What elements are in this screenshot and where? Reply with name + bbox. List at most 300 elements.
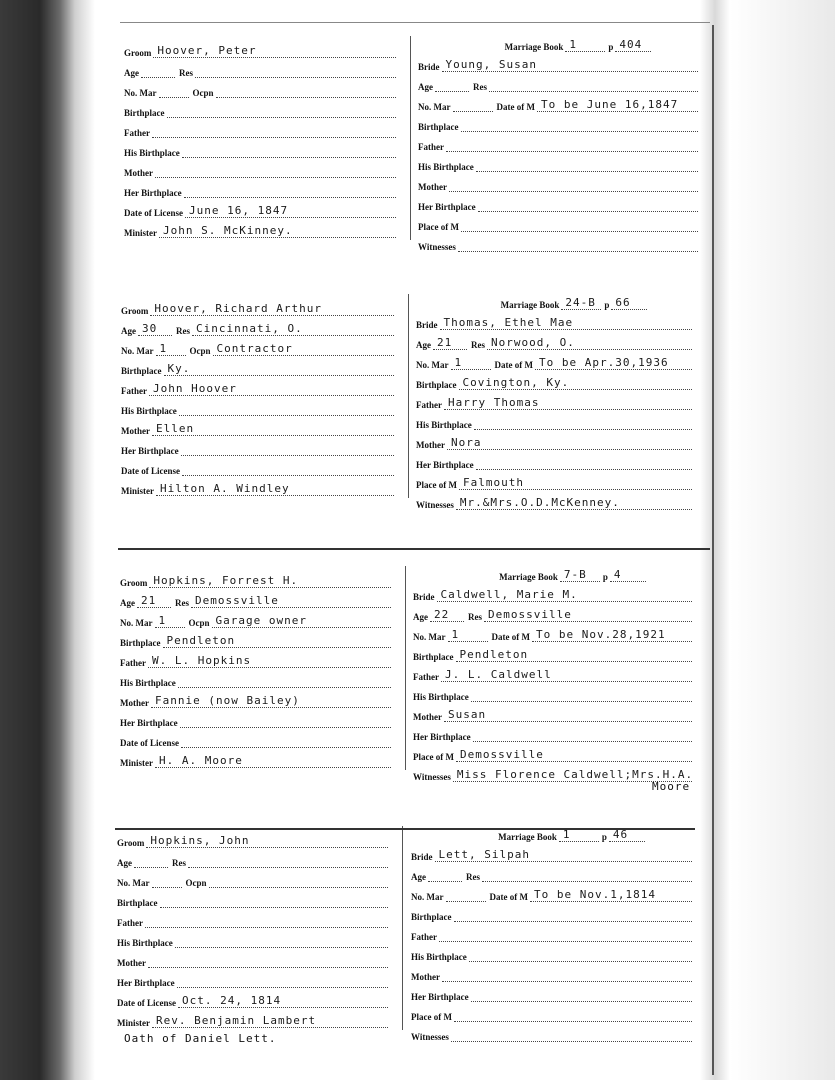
bride-no-mar-field — [446, 890, 486, 902]
groom-birthplace-field — [160, 896, 389, 908]
minister-value: Rev. Benjamin Lambert — [156, 1014, 317, 1027]
date-of-license-field — [178, 996, 388, 1008]
groom-father-row — [120, 652, 391, 668]
groom-no-mar-label: No. Mar — [117, 878, 150, 888]
bride-age-value: 22 — [434, 608, 450, 621]
groom-mother-label: Mother — [120, 698, 149, 708]
bride-no-mar-label: No. Mar — [413, 632, 446, 642]
minister-label: Minister — [117, 1018, 150, 1028]
record-card — [0, 568, 835, 793]
bride-row — [411, 846, 692, 862]
groom-ocpn-field — [213, 344, 394, 356]
groom-res-field — [188, 856, 388, 868]
groom-birthplace-value: Ky. — [167, 362, 191, 375]
groom-label: Groom — [124, 48, 152, 58]
marriage-book-value: 24-B — [565, 296, 596, 309]
marriage-book-label: Marriage Book — [498, 832, 557, 842]
groom-mother-value: Ellen — [156, 422, 195, 435]
groom-her-birthplace-label: Her Birthplace — [124, 188, 182, 198]
groom-his-birthplace-field — [175, 936, 388, 948]
bride-mother-row — [418, 176, 698, 192]
place-of-m-label: Place of M — [416, 480, 457, 490]
date-of-m-field — [535, 358, 692, 370]
groom-age-row — [120, 592, 391, 608]
bride-her-birthplace-field — [473, 730, 692, 742]
witnesses-value: Miss Florence Caldwell;Mrs.H.A. — [456, 768, 694, 781]
bride-mother-field — [449, 180, 698, 192]
marriage-book-value: 7-B — [563, 568, 587, 581]
groom-mother-row — [120, 692, 391, 708]
minister-row — [121, 480, 394, 496]
place-of-m-field — [456, 750, 692, 762]
page-value: 46 — [612, 828, 629, 841]
bride-her-birthplace-row — [416, 454, 692, 470]
groom-value: Hopkins, Forrest H. — [153, 574, 299, 587]
groom-no-mar-field — [156, 344, 186, 356]
groom-res-label: Res — [179, 68, 193, 78]
record-card — [0, 296, 835, 520]
witnesses-label: Witnesses — [411, 1032, 449, 1042]
witnesses-label: Witnesses — [416, 500, 454, 510]
place-of-m-row — [418, 216, 698, 232]
bride-birthplace-field — [459, 378, 693, 390]
bride-field — [440, 318, 693, 330]
groom-age-row — [124, 62, 396, 78]
groom-no-mar-row — [120, 612, 391, 628]
bride-birthplace-row — [416, 374, 692, 390]
marriage-book-value: 1 — [569, 38, 577, 51]
witnesses-value: Mr.&Mrs.O.D.McKenney. — [459, 496, 620, 509]
bride-father-field — [439, 930, 692, 942]
marriage-book-field — [561, 298, 601, 310]
bride-age-label: Age — [416, 340, 431, 350]
bride-no-mar-row — [411, 886, 692, 902]
groom-his-birthplace-field — [178, 676, 391, 688]
groom-father-label: Father — [117, 918, 143, 928]
groom-no-mar-label: No. Mar — [120, 618, 153, 628]
groom-father-label: Father — [120, 658, 146, 668]
bride-no-mar-label: No. Mar — [416, 360, 449, 370]
bride-birthplace-field — [461, 120, 699, 132]
bride-label: Bride — [413, 592, 435, 602]
bride-mother-label: Mother — [418, 182, 447, 192]
place-of-m-field — [459, 478, 692, 490]
bride-age-field — [430, 610, 464, 622]
bride-no-mar-field — [448, 630, 488, 642]
bride-his-birthplace-row — [416, 414, 692, 430]
date-of-license-field — [181, 736, 391, 748]
date-of-license-value: June 16, 1847 — [188, 204, 289, 217]
groom-age-field — [134, 856, 168, 868]
groom-her-birthplace-label: Her Birthplace — [120, 718, 178, 728]
groom-mother-label: Mother — [121, 426, 150, 436]
date-of-license-label: Date of License — [117, 998, 176, 1008]
bride-his-birthplace-label: His Birthplace — [418, 162, 474, 172]
bride-label: Bride — [411, 852, 433, 862]
groom-ocpn-value: Garage owner — [215, 614, 307, 627]
top-border — [120, 22, 710, 23]
place-of-m-label: Place of M — [413, 752, 454, 762]
groom-no-mar-row — [124, 82, 396, 98]
groom-field — [150, 304, 394, 316]
bride-value: Young, Susan — [445, 58, 537, 71]
date-of-license-row — [121, 460, 394, 476]
column-divider — [410, 36, 411, 240]
place-of-m-row — [413, 746, 692, 762]
marriage-book-field — [559, 830, 599, 842]
bride-age-row — [416, 334, 692, 350]
groom-mother-value: Fannie (now Bailey) — [155, 694, 300, 707]
date-of-m-label: Date of M — [496, 102, 535, 112]
bride-father-label: Father — [413, 672, 439, 682]
groom-label: Groom — [117, 838, 145, 848]
minister-label: Minister — [120, 758, 153, 768]
groom-age-label: Age — [117, 858, 132, 868]
groom-birthplace-label: Birthplace — [120, 638, 161, 648]
bride-field — [435, 850, 693, 862]
minister-label: Minister — [124, 228, 157, 238]
date-of-license-row — [117, 992, 388, 1008]
witnesses-continued: Moore — [652, 780, 691, 793]
groom-father-field — [148, 656, 391, 668]
date-of-m-label: Date of M — [491, 632, 530, 642]
witnesses-label: Witnesses — [418, 242, 456, 252]
groom-age-field — [138, 324, 172, 336]
groom-res-field — [191, 596, 391, 608]
groom-his-birthplace-label: His Birthplace — [124, 148, 180, 158]
groom-no-mar-value: 1 — [158, 614, 167, 627]
bride-label: Bride — [418, 62, 440, 72]
bride-her-birthplace-label: Her Birthplace — [416, 460, 474, 470]
bride-label: Bride — [416, 320, 438, 330]
record-card — [0, 38, 835, 262]
bride-no-mar-value: 1 — [454, 356, 463, 369]
bride-mother-row — [416, 434, 692, 450]
minister-field — [159, 226, 396, 238]
groom-his-birthplace-field — [179, 404, 394, 416]
date-of-license-row — [120, 732, 391, 748]
date-of-m-field — [530, 890, 692, 902]
page-value: 404 — [619, 38, 643, 51]
place-of-m-field — [454, 1010, 692, 1022]
bride-no-mar-label: No. Mar — [418, 102, 451, 112]
groom-father-field — [152, 126, 396, 138]
date-of-m-value: To be June 16,1847 — [540, 98, 679, 111]
groom-birthplace-value: Pendleton — [166, 634, 236, 647]
page-value: 4 — [613, 568, 622, 581]
groom-birthplace-label: Birthplace — [124, 108, 165, 118]
bride-father-value: Harry Thomas — [448, 396, 540, 409]
minister-row — [120, 752, 391, 768]
page-field — [611, 298, 647, 310]
date-of-license-label: Date of License — [121, 466, 180, 476]
bride-her-birthplace-field — [476, 458, 692, 470]
bride-age-field — [433, 338, 467, 350]
place-of-m-row — [411, 1006, 692, 1022]
bride-age-label: Age — [411, 872, 426, 882]
bride-age-label: Age — [418, 82, 433, 92]
groom-no-mar-field — [152, 876, 182, 888]
groom-row — [124, 42, 396, 58]
groom-ocpn-field — [212, 616, 391, 628]
groom-father-row — [117, 912, 388, 928]
groom-birthplace-label: Birthplace — [121, 366, 162, 376]
minister-field — [152, 1016, 388, 1028]
bride-res-label: Res — [468, 612, 482, 622]
groom-father-value: W. L. Hopkins — [152, 654, 252, 667]
minister-row — [124, 222, 396, 238]
witnesses-row — [411, 1026, 692, 1042]
bride-her-birthplace-label: Her Birthplace — [411, 992, 469, 1002]
groom-father-row — [121, 380, 394, 396]
marriage-book-field — [560, 570, 600, 582]
groom-mother-label: Mother — [117, 958, 146, 968]
groom-age-label: Age — [121, 326, 136, 336]
bride-birthplace-row — [411, 906, 692, 922]
groom-mother-row — [124, 162, 396, 178]
marriage-book-field — [565, 40, 605, 52]
minister-row — [117, 1012, 388, 1028]
bride-no-mar-value: 1 — [451, 628, 460, 641]
record-separator — [118, 548, 710, 550]
date-of-license-value: Oct. 24, 1814 — [181, 994, 282, 1007]
groom-birthplace-row — [124, 102, 396, 118]
groom-no-mar-label: No. Mar — [124, 88, 157, 98]
groom-label: Groom — [121, 306, 149, 316]
bride-his-birthplace-label: His Birthplace — [411, 952, 467, 962]
bride-father-row — [413, 666, 692, 682]
groom-no-mar-value: 1 — [159, 342, 168, 355]
groom-field — [146, 836, 388, 848]
column-divider — [402, 826, 403, 1030]
bride-her-birthplace-row — [413, 726, 692, 742]
bride-age-label: Age — [413, 612, 428, 622]
groom-his-birthplace-row — [117, 932, 388, 948]
groom-age-field — [141, 66, 175, 78]
place-of-m-field — [461, 220, 698, 232]
groom-father-value: John Hoover — [153, 382, 237, 395]
bride-birthplace-row — [413, 646, 692, 662]
groom-birthplace-field — [163, 636, 392, 648]
bride-field — [437, 590, 693, 602]
date-of-license-label: Date of License — [120, 738, 179, 748]
page-field — [610, 570, 646, 582]
bride-father-field — [444, 398, 692, 410]
bride-his-birthplace-field — [471, 690, 692, 702]
bride-field — [442, 60, 699, 72]
bride-row — [418, 56, 698, 72]
marriage-book-label: Marriage Book — [500, 300, 560, 310]
groom-age-row — [117, 852, 388, 868]
marriage-book-row — [413, 566, 692, 582]
page-label: p — [604, 300, 610, 310]
groom-ocpn-field — [209, 876, 388, 888]
groom-his-birthplace-label: His Birthplace — [121, 406, 177, 416]
bride-mother-label: Mother — [416, 440, 445, 450]
groom-her-birthplace-label: Her Birthplace — [121, 446, 179, 456]
page-field — [609, 830, 645, 842]
groom-ocpn-label: Ocpn — [188, 618, 210, 628]
bride-res-field — [487, 338, 692, 350]
groom-age-label: Age — [124, 68, 139, 78]
record-note: Oath of Daniel Lett. — [124, 1032, 277, 1045]
groom-mother-label: Mother — [124, 168, 153, 178]
groom-res-label: Res — [175, 598, 189, 608]
marriage-book-label: Marriage Book — [504, 42, 564, 52]
date-of-m-value: To be Apr.30,1936 — [538, 356, 669, 369]
column-divider — [408, 294, 409, 498]
bride-birthplace-field — [454, 910, 693, 922]
bride-mother-field — [442, 970, 692, 982]
bride-age-row — [411, 866, 692, 882]
groom-age-field — [137, 596, 171, 608]
bride-birthplace-label: Birthplace — [416, 380, 457, 390]
groom-row — [121, 300, 394, 316]
groom-his-birthplace-label: His Birthplace — [117, 938, 173, 948]
bride-res-label: Res — [466, 872, 480, 882]
groom-row — [120, 572, 391, 588]
bride-age-value: 21 — [437, 336, 453, 349]
groom-birthplace-row — [120, 632, 391, 648]
groom-res-label: Res — [176, 326, 190, 336]
page-label: p — [608, 42, 614, 52]
bride-his-birthplace-label: His Birthplace — [416, 420, 472, 430]
witnesses-row — [416, 494, 692, 510]
bride-birthplace-value: Pendleton — [459, 648, 529, 661]
groom-no-mar-field — [155, 616, 185, 628]
bride-father-row — [418, 136, 698, 152]
bride-no-mar-row — [413, 626, 692, 642]
groom-res-field — [195, 66, 396, 78]
bride-father-row — [416, 394, 692, 410]
groom-father-row — [124, 122, 396, 138]
bride-value: Thomas, Ethel Mae — [443, 316, 574, 329]
bride-no-mar-label: No. Mar — [411, 892, 444, 902]
groom-res-value: Demossville — [195, 594, 279, 607]
groom-field — [149, 576, 391, 588]
bride-row — [413, 586, 692, 602]
date-of-m-field — [537, 100, 698, 112]
groom-value: Hopkins, John — [150, 834, 250, 847]
place-of-m-value: Falmouth — [462, 476, 524, 489]
bride-her-birthplace-row — [411, 986, 692, 1002]
record-card — [0, 828, 835, 1052]
bride-father-row — [411, 926, 692, 942]
bride-value: Lett, Silpah — [438, 848, 530, 861]
groom-ocpn-label: Ocpn — [189, 346, 211, 356]
bride-mother-value: Nora — [451, 436, 482, 449]
bride-birthplace-label: Birthplace — [413, 652, 454, 662]
groom-father-label: Father — [124, 128, 150, 138]
bride-his-birthplace-field — [469, 950, 692, 962]
date-of-m-value: To be Nov.1,1814 — [533, 888, 656, 901]
groom-no-mar-label: No. Mar — [121, 346, 154, 356]
groom-birthplace-row — [117, 892, 388, 908]
bride-mother-field — [447, 438, 692, 450]
groom-no-mar-field — [159, 86, 189, 98]
groom-value: Hoover, Peter — [157, 44, 257, 57]
groom-his-birthplace-row — [124, 142, 396, 158]
page-value: 66 — [615, 296, 631, 309]
groom-birthplace-row — [121, 360, 394, 376]
bride-age-row — [418, 76, 698, 92]
bride-res-field — [484, 610, 692, 622]
bride-her-birthplace-label: Her Birthplace — [413, 732, 471, 742]
groom-age-value: 30 — [142, 322, 158, 335]
groom-mother-field — [148, 956, 388, 968]
groom-father-field — [145, 916, 388, 928]
groom-ocpn-value: Contractor — [216, 342, 293, 355]
groom-mother-field — [151, 696, 391, 708]
groom-birthplace-field — [167, 106, 397, 118]
groom-age-row — [121, 320, 394, 336]
groom-mother-row — [121, 420, 394, 436]
date-of-license-label: Date of License — [124, 208, 183, 218]
bride-res-value: Demossville — [488, 608, 572, 621]
date-of-m-value: To be Nov.28,1921 — [535, 628, 666, 641]
page-label: p — [602, 572, 608, 582]
bride-birthplace-row — [418, 116, 698, 132]
groom-no-mar-row — [117, 872, 388, 888]
bride-no-mar-field — [451, 358, 491, 370]
groom-mother-field — [152, 424, 394, 436]
witnesses-field — [458, 240, 698, 252]
bride-his-birthplace-field — [476, 160, 698, 172]
bride-his-birthplace-row — [411, 946, 692, 962]
bride-her-birthplace-label: Her Birthplace — [418, 202, 476, 212]
marriage-book-value: 1 — [562, 828, 571, 841]
bride-father-field — [441, 670, 692, 682]
bride-his-birthplace-row — [413, 686, 692, 702]
groom-res-field — [192, 324, 394, 336]
groom-his-birthplace-label: His Birthplace — [120, 678, 176, 688]
groom-res-value: Cincinnati, O. — [196, 322, 303, 335]
groom-label: Groom — [120, 578, 148, 588]
bride-res-field — [489, 80, 698, 92]
bride-res-label: Res — [473, 82, 487, 92]
witnesses-row — [418, 236, 698, 252]
bride-res-value: Norwood, O. — [491, 336, 575, 349]
groom-res-label: Res — [172, 858, 186, 868]
bride-mother-label: Mother — [413, 712, 442, 722]
witnesses-field — [456, 498, 692, 510]
marriage-book-label: Marriage Book — [499, 572, 558, 582]
bride-res-label: Res — [471, 340, 485, 350]
bride-his-birthplace-label: His Birthplace — [413, 692, 469, 702]
groom-her-birthplace-row — [120, 712, 391, 728]
bride-mother-field — [444, 710, 692, 722]
marriage-book-row — [418, 36, 698, 52]
groom-ocpn-label: Ocpn — [192, 88, 214, 98]
groom-her-birthplace-field — [181, 444, 394, 456]
groom-field — [153, 46, 396, 58]
groom-ocpn-field — [216, 86, 396, 98]
bride-father-value: J. L. Caldwell — [445, 668, 552, 681]
place-of-m-row — [416, 474, 692, 490]
bride-value: Caldwell, Marie M. — [440, 588, 578, 601]
bride-her-birthplace-field — [471, 990, 692, 1002]
bride-no-mar-row — [418, 96, 698, 112]
bride-mother-label: Mother — [411, 972, 440, 982]
minister-value: H. A. Moore — [159, 754, 243, 767]
page-field — [615, 40, 651, 52]
groom-no-mar-row — [121, 340, 394, 356]
date-of-m-label: Date of M — [489, 892, 528, 902]
place-of-m-label: Place of M — [411, 1012, 452, 1022]
groom-father-field — [149, 384, 394, 396]
bride-age-field — [435, 80, 469, 92]
date-of-m-field — [532, 630, 692, 642]
